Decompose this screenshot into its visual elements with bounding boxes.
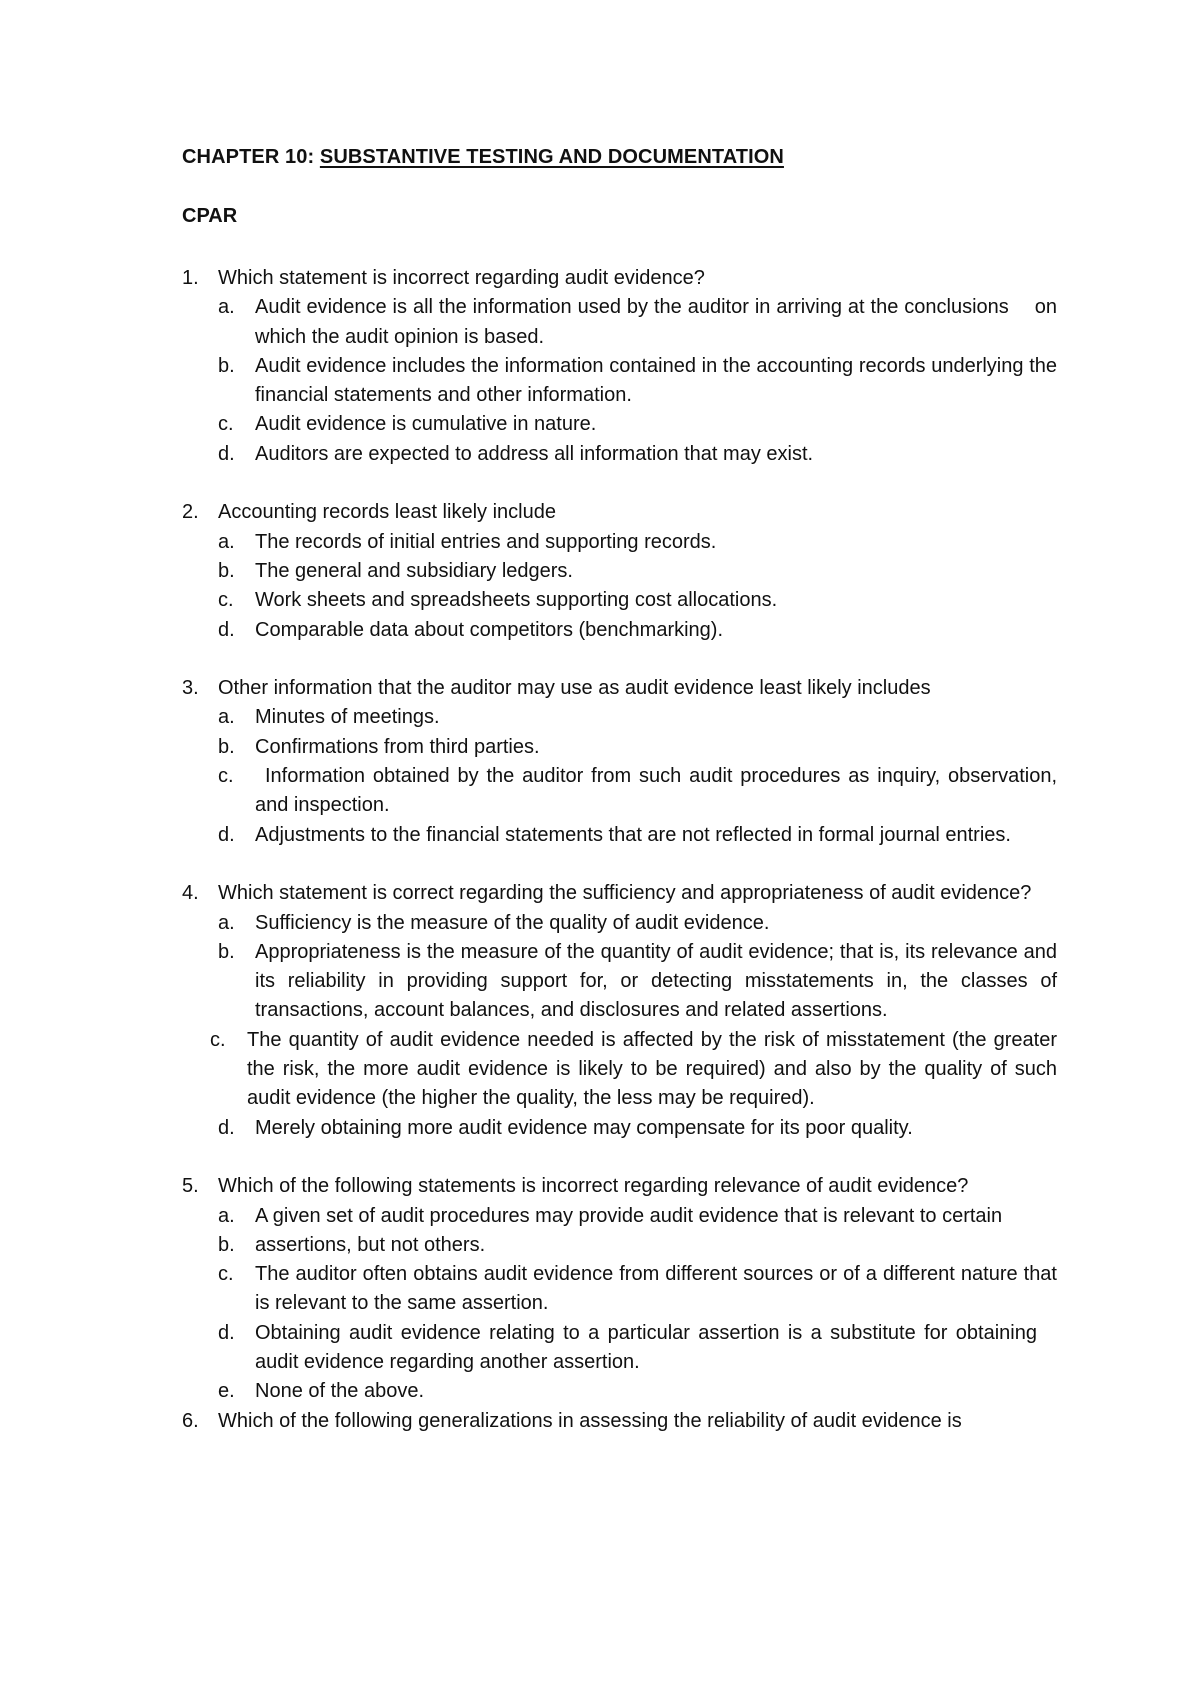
option-b [218, 938, 1057, 1026]
question-4 [182, 879, 1057, 1143]
option-list [218, 703, 1057, 849]
option-e [218, 1377, 1057, 1406]
option-text: The quantity of audit evidence needed is affected by the risk of misstatement (the greater the risk, the more audit evidence is likely to be required) and also by the quality of such audit evidence (the higher the quality, the less may be required). [247, 1028, 1057, 1110]
option-d [218, 1319, 1057, 1378]
chapter-heading [182, 146, 784, 169]
option-letter: b. [218, 735, 235, 758]
option-b [218, 557, 1057, 586]
question-list [182, 264, 1057, 1436]
option-text: Confirmations from third parties. [255, 735, 540, 758]
option-letter: a. [218, 530, 235, 553]
option-text: Comparable data about competitors (benchmarking). [255, 618, 724, 641]
option-letter: c. [218, 589, 234, 612]
option-letter: a. [218, 296, 235, 319]
question-number: 2. [182, 501, 199, 524]
option-letter: b. [218, 1233, 235, 1256]
option-text: Appropriateness is the measure of the quantity of audit evidence; that is, its relevance and its reliability in providing support for, or detecting misstatements in, the classes of transactions, account balances, and disclosures and related assertions. [255, 940, 1057, 1022]
option-text: Obtaining audit evidence relating to a particular assertion is a substitute for obtaining audit evidence regarding another assertion. [255, 1321, 1057, 1373]
option-letter: b. [218, 559, 235, 582]
option-letter: a. [218, 1204, 235, 1227]
option-a [218, 293, 1057, 352]
option-letter: d. [218, 618, 235, 641]
chapter-prefix: CHAPTER 10: [182, 146, 320, 168]
option-text: The records of initial entries and supporting records. [255, 530, 717, 553]
question-number: 6. [182, 1409, 199, 1432]
option-letter: a. [218, 706, 235, 729]
question-text: Accounting records least likely include [218, 501, 556, 524]
option-c [218, 1260, 1057, 1319]
question-2 [182, 498, 1057, 644]
question-text: Which statement is correct regarding the sufficiency and appropriateness of audit evidence? [218, 882, 1032, 905]
option-c [210, 1026, 1057, 1114]
option-letter: d. [218, 1321, 235, 1344]
option-text: Adjustments to the financial statements that are not reflected in formal journal entries. [255, 823, 1011, 846]
option-b [218, 1231, 1057, 1260]
option-text: The auditor often obtains audit evidence from different sources or of a different nature that is relevant to the same assertion. [255, 1263, 1057, 1315]
option-letter: c. [218, 765, 234, 788]
question-5 [182, 1172, 1057, 1406]
option-d [218, 440, 1057, 469]
option-c [218, 762, 1057, 821]
question-number: 1. [182, 267, 199, 289]
question-number: 5. [182, 1175, 199, 1198]
question-number: 4. [182, 882, 199, 905]
option-text: Auditors are expected to address all information that may exist. [255, 442, 814, 465]
option-text: Audit evidence is cumulative in nature. [255, 413, 597, 436]
option-letter: a. [218, 911, 235, 934]
option-text: None of the above. [255, 1380, 425, 1403]
option-a [218, 528, 1057, 557]
option-list [218, 528, 1057, 645]
option-letter: b. [218, 940, 235, 963]
option-text: Minutes of meetings. [255, 706, 440, 729]
option-a [218, 909, 1057, 938]
option-text: A given set of audit procedures may provide audit evidence that is relevant to certain [255, 1204, 1003, 1227]
question-text: Which of the following generalizations in assessing the reliability of audit evidence is [218, 1409, 962, 1432]
option-list [218, 1202, 1057, 1407]
option-b [218, 352, 1057, 411]
chapter-title: SUBSTANTIVE TESTING AND DOCUMENTATION [319, 146, 784, 168]
option-c [218, 586, 1057, 615]
question-number: 3. [182, 677, 199, 700]
option-text: Information obtained by the auditor from such audit procedures as inquiry, observation, and inspection. [255, 765, 1057, 817]
option-list [218, 293, 1057, 469]
option-letter: d. [218, 1116, 235, 1139]
option-d [218, 821, 1057, 850]
option-text: Audit evidence is all the information used by the auditor in arriving at the conclusions on which the audit opinion is based. [255, 296, 1057, 348]
question-text: Which statement is incorrect regarding audit evidence? [218, 267, 705, 289]
question-1 [182, 264, 1057, 469]
question-6 [182, 1407, 1057, 1436]
option-b [218, 733, 1057, 762]
question-text: Other information that the auditor may use as audit evidence least likely includes [218, 677, 931, 700]
option-letter: c. [218, 1263, 234, 1286]
option-d [218, 616, 1057, 645]
question-text: Which of the following statements is incorrect regarding relevance of audit evidence? [218, 1175, 969, 1198]
option-text: Audit evidence includes the information contained in the accounting records underlying the financial statements and other information. [255, 354, 1057, 407]
question-3 [182, 674, 1057, 850]
option-d [218, 1114, 1057, 1143]
option-text: Merely obtaining more audit evidence may compensate for its poor quality. [255, 1116, 913, 1139]
option-a [218, 703, 1057, 732]
option-text: The general and subsidiary ledgers. [255, 559, 573, 582]
option-list [210, 909, 1057, 1143]
option-letter: b. [218, 354, 235, 377]
option-text: assertions, but not others. [255, 1233, 486, 1256]
option-text: Work sheets and spreadsheets supporting cost allocations. [255, 589, 778, 612]
option-letter: d. [218, 442, 235, 465]
option-a [218, 1202, 1057, 1231]
option-c [218, 410, 1057, 439]
option-letter: d. [218, 823, 235, 846]
option-letter: e. [218, 1380, 235, 1403]
option-text: Sufficiency is the measure of the quality of audit evidence. [255, 911, 770, 934]
option-letter: c. [218, 413, 234, 436]
option-letter: c. [210, 1028, 226, 1051]
section-label: CPAR [182, 205, 238, 227]
